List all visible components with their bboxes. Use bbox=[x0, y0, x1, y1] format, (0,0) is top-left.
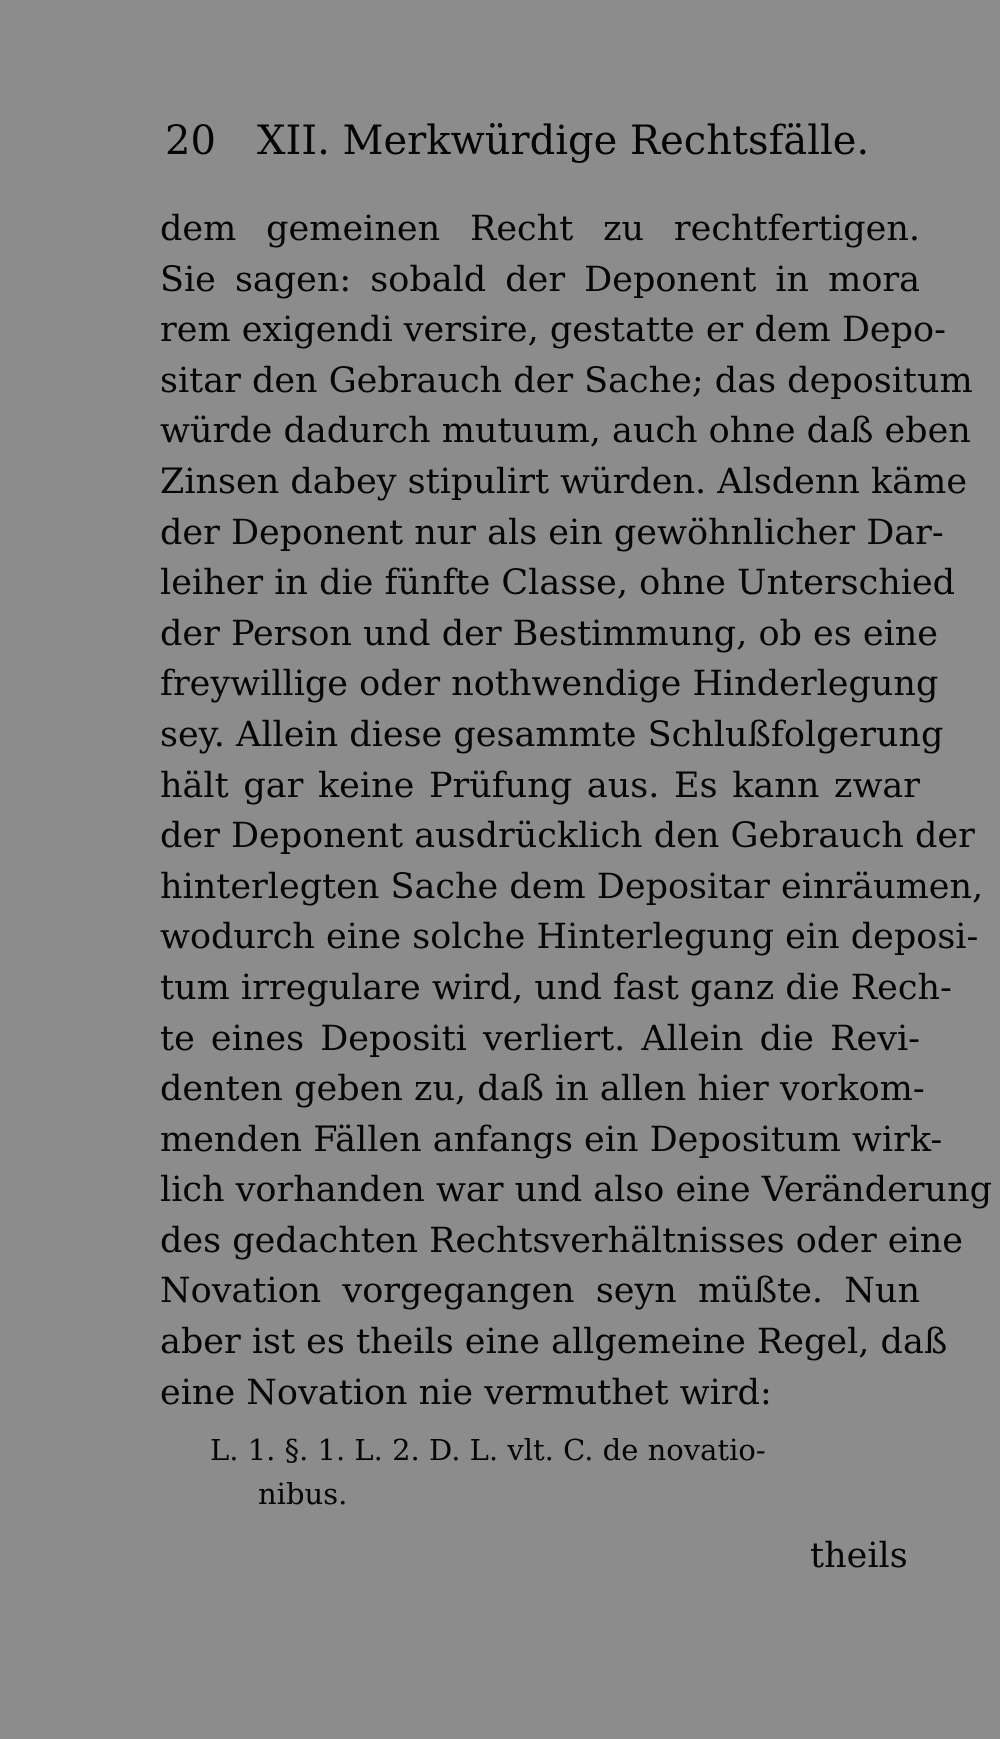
text-line: der Deponent ausdrücklich den Gebrauch der bbox=[160, 816, 975, 857]
text-line: Zinsen dabey stipulirt würden. Alsdenn käme bbox=[160, 461, 968, 502]
text-line: aber ist es theils eine allgemeine Regel, daß bbox=[160, 1322, 948, 1363]
footnote-line: nibus. bbox=[258, 1477, 348, 1511]
catchword: theils bbox=[810, 1536, 908, 1576]
text-line: Sie sagen: sobald der Deponent in mora bbox=[160, 259, 920, 300]
text-line: eine Novation nie vermuthet wird: bbox=[160, 1372, 772, 1413]
text-line: te eines Depositi verliert. Allein die Revi- bbox=[160, 1018, 920, 1059]
text-line: sey. Allein diese gesammte Schlußfolgerung bbox=[160, 714, 944, 755]
footnote bbox=[210, 1428, 910, 1516]
text-line: hält gar keine Prüfung aus. Es kann zwar bbox=[160, 765, 920, 806]
text-line: tum irregulare wird, und fast ganz die Rech- bbox=[160, 967, 952, 1008]
text-line: leiher in die fünfte Classe, ohne Unterschied bbox=[160, 563, 956, 604]
page-header bbox=[165, 118, 870, 178]
text-line: des gedachten Rechtsverhältnisses oder eine bbox=[160, 1220, 963, 1261]
text-line: der Person und der Bestimmung, ob es eine bbox=[160, 613, 939, 654]
text-line: würde dadurch mutuum, auch ohne daß eben bbox=[160, 411, 971, 452]
text-line: dem gemeinen Recht zu rechtfertigen. bbox=[160, 209, 920, 249]
footnote-line: L. 1. §. 1. L. 2. D. L. vlt. C. de novatio- bbox=[210, 1433, 766, 1467]
text-line: freywillige oder nothwendige Hinderlegung bbox=[160, 664, 939, 705]
running-title: XII. Merkwürdige Rechtsfälle. bbox=[257, 118, 870, 164]
main-text bbox=[160, 204, 993, 1418]
text-line: rem exigendi versire, gestatte er dem Depo- bbox=[160, 310, 946, 351]
text-line: Novation vorgegangen seyn müßte. Nun bbox=[160, 1271, 920, 1312]
text-line: denten geben zu, daß in allen hier vorkom- bbox=[160, 1069, 925, 1110]
text-line: sitar den Gebrauch der Sache; das depositum bbox=[160, 360, 973, 401]
text-line: lich vorhanden war und also eine Veränderung bbox=[160, 1170, 993, 1211]
page-number: 20 bbox=[165, 118, 216, 164]
text-line: menden Fällen anfangs ein Depositum wirk- bbox=[160, 1119, 943, 1160]
text-line: hinterlegten Sache dem Depositar einräumen, bbox=[160, 866, 984, 907]
text-line: der Deponent nur als ein gewöhnlicher Dar- bbox=[160, 512, 944, 553]
text-line: wodurch eine solche Hinterlegung ein deposi- bbox=[160, 917, 979, 958]
